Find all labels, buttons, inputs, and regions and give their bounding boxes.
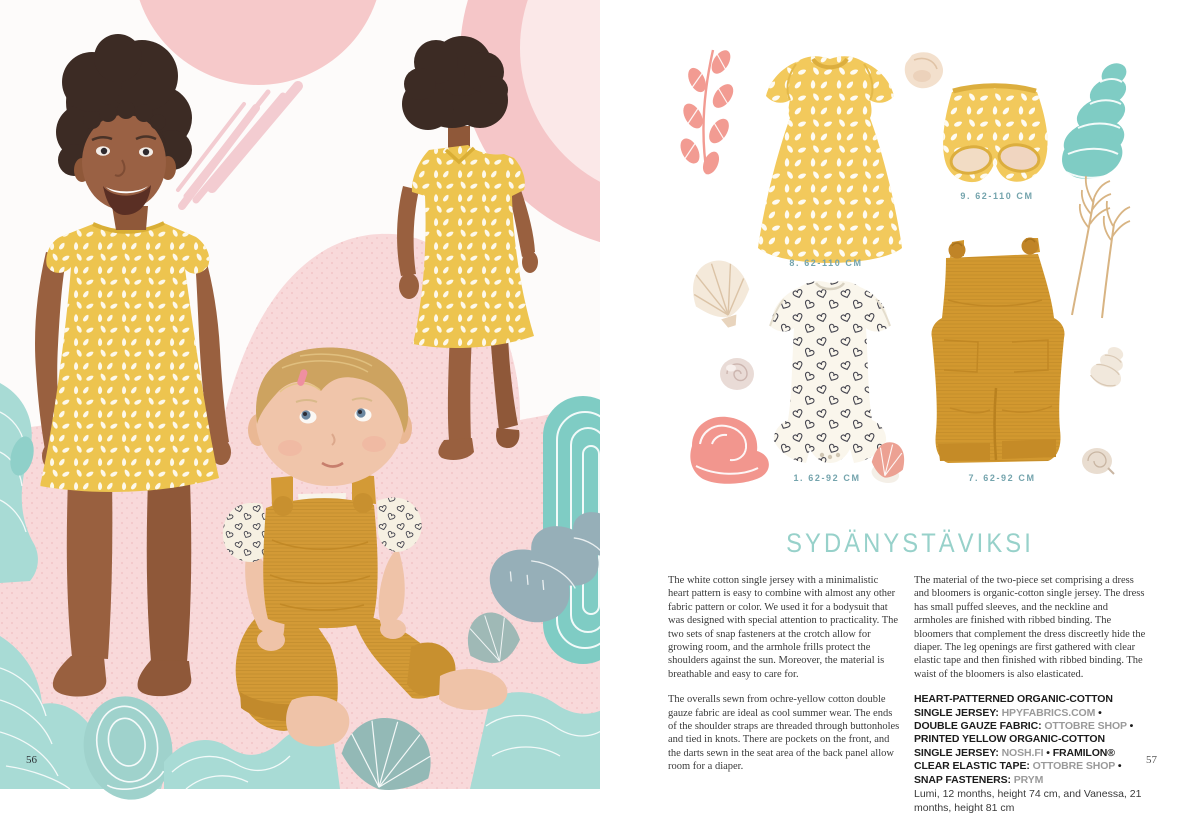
scallop-shell	[684, 253, 758, 335]
bodysuit-flatlay	[770, 281, 890, 463]
white-cone-shell	[1087, 341, 1133, 391]
body-column-right	[914, 574, 1146, 815]
small-conch-shell	[1082, 448, 1114, 474]
teal-shell-illustration	[1059, 59, 1131, 179]
pink-conch-illustration	[690, 417, 769, 484]
product-label-overalls: 7. 62-92 CM	[968, 473, 1036, 483]
wheat-stalk	[1072, 176, 1130, 318]
article-title: SYDÄNYSTÄVIKSI	[786, 528, 1034, 558]
page-number-right: 57	[1146, 754, 1157, 766]
body-column-left	[668, 574, 900, 815]
product-flatlay	[600, 0, 1200, 510]
right-page	[600, 0, 1200, 814]
article-body	[668, 574, 1146, 815]
materials-list: HEART-PATTERNED ORGANIC-COTTON SINGLE JERSEY: HPYFABRICS.COM • DOUBLE GAUZE FABRIC: OTTOBRE SHOP • PRINTED YELLOW ORGANIC-COTTON SINGLE JERSEY: NOSH.FI • FRAMILON® CLEAR ELASTIC TAPE: OTTOBRE SHOP • SNAP FASTENERS: PRYM	[914, 693, 1134, 786]
left-page-photo	[0, 0, 600, 789]
seashell-top	[905, 52, 943, 88]
bloomers-flatlay	[943, 86, 1047, 182]
eucalyptus-branch-illustration	[677, 47, 738, 177]
model-credit: Lumi, 12 months, height 74 cm, and Vanessa, 21 months, height 81 cm	[914, 788, 1142, 814]
page-number-left: 56	[26, 754, 37, 766]
overalls-flatlay	[931, 238, 1064, 464]
paragraph-overalls: The overalls sewn from ochre-yellow cotton double gauze fabric are ideal as cool summer wear. The ends of the shoulder straps are threaded through buttonholes and tied in knots. There are pockets on the front, and the darts sewn in the seat area of the back panel allow room for a diaper.	[668, 694, 900, 773]
product-label-bodysuit: 1. 62-92 CM	[793, 473, 861, 483]
product-label-bloomers: 9. 62-110 CM	[960, 191, 1034, 201]
product-label-dress: 8. 62-110 CM	[789, 258, 863, 268]
paragraph-bodysuit: The white cotton single jersey with a minimalistic heart pattern is easy to combine with almost any other fabric pattern or color. We used it for a bodysuit that was designed with special attention to practicality. The two sets of snap fasteners at the crotch allow for growing room, and the armhole frills protect the shoulders against the sun. Moreover, the material is breathable and easy to care for.	[668, 575, 899, 680]
photo-illustration	[0, 0, 600, 789]
paragraph-dress-set: The material of the two-piece set comprising a dress and bloomers is organic-cotton single jersey. The dress has small puffed sleeves, and the neckline and armholes are finished with ribbed binding. The bloomers that complement the dress discreetly hide the diaper. The leg openings are first gathered with clear elastic tape and then finished with ribbed binding. The waist of the bloomers is also elasticated.	[914, 575, 1146, 680]
dress-flatlay	[758, 56, 902, 263]
pearly-shell	[720, 358, 754, 390]
